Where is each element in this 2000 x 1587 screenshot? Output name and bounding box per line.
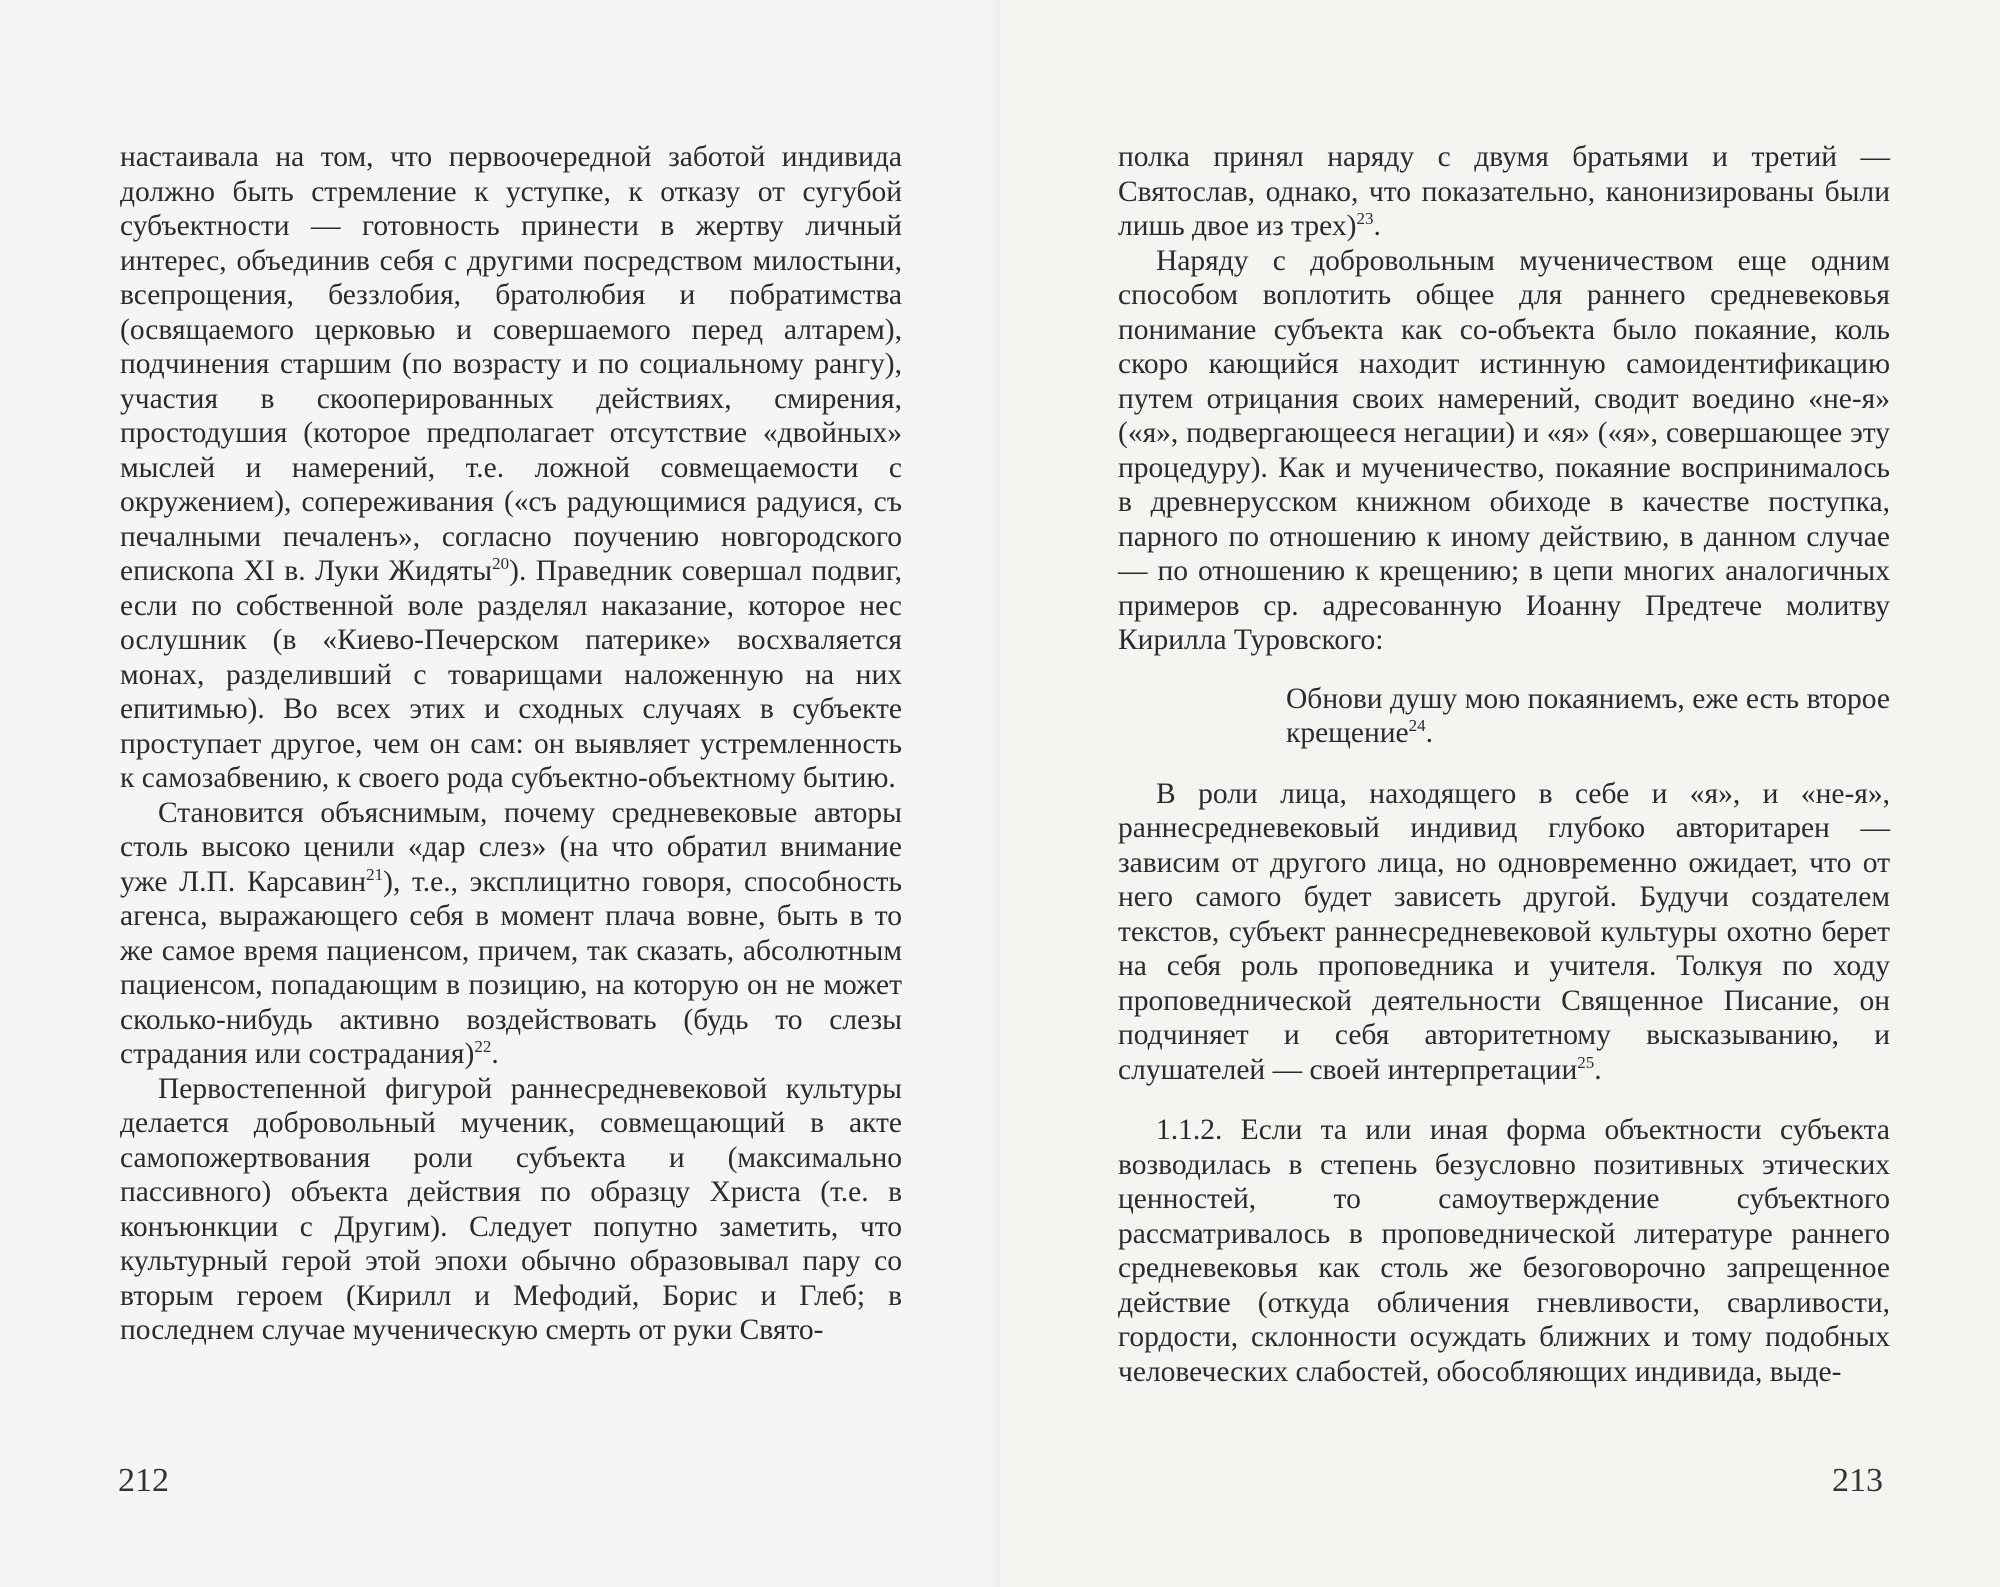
block-quote: Обнови душу мою покаяниемъ, еже есть второе крещение$^{24}$.	[1286, 682, 1890, 749]
left-page-text	[120, 140, 902, 1348]
left-paragraph-2: Становится объяснимым, почему средневековые авторы столь высоко ценили «дар слез» (на что обратил внимание уже Л.П. Карсавин$^{21}$), т.е., эксплицитно говоря, способность агенса, выражающего себя в момент плача вовне, быть в то же самое время пациенсом, причем, так сказать, абсолютным пациенсом, попадающим в позицию, на которую он не может сколько-нибудь активно воздействовать (будь то слезы страдания или сострадания)$^{22}$.	[120, 796, 902, 1070]
footnote-ref-21: 21	[366, 864, 384, 884]
page-number-right: 213	[1832, 1462, 1883, 1499]
footnote-ref-25: 25	[1577, 1052, 1595, 1072]
section-paragraph-1-1-2: 1.1.2. Если та или иная форма объектности субъекта возводилась в степень безусловно позитивных этических ценностей, то самоутверждение субъектного рассматривалось в проповеднической литературе раннего средневековья как столь же безоговорочно запрещенное действие (откуда обличения гневливости, сварливости, гордости, склонности осуждать ближних и тому подобных человеческих слабостей, обособляющих индивида, выде-	[1118, 1114, 1890, 1388]
right-paragraph-1: полка принял наряду с двумя братьями и третий — Святослав, однако, что показательно, канонизированы были лишь двое из трех)$^{23}$.	[1118, 141, 1890, 242]
left-paragraph-3: Первостепенной фигурой раннесредневековой культуры делается добровольный мученик, совмещающий в акте самопожертвования роли субъекта и (максимально пассивного) объекта действия по образцу Христа (т.е. в конъюнкции с Другим). Следует попутно заметить, что культурный герой этой эпохи обычно образовывал пару со вторым героем (Кирилл и Мефодий, Борис и Глеб; в последнем случае мученическую смерть от руки Свято-	[120, 1072, 902, 1346]
right-page-text	[1118, 140, 1890, 1389]
footnote-ref-24: 24	[1408, 716, 1426, 736]
right-page	[1000, 0, 2000, 1587]
footnote-ref-23: 23	[1356, 209, 1374, 229]
right-paragraph-2: Наряду с добровольным мученичеством еще одним способом воплотить общее для раннего средневековья понимание субъекта как со-объекта было покаяние, коль скоро кающийся находит истинную самоидентификацию путем отрицания своих намерений, сводит воедино «не-я» («я», подвергающееся негации) и «я» («я», совершающее эту процедуру). Как и мученичество, покаяние воспринималось в древнерусском книжном обиходе в качестве поступка, парного по отношению к иному действию, в данном случае — по отношению к крещению; в цепи многих аналогичных примеров ср. адресованную Иоанну Предтече молитву Кирилла Туровского:	[1118, 244, 1890, 656]
footnote-ref-22: 22	[474, 1037, 492, 1057]
footnote-ref-20: 20	[492, 554, 510, 574]
page-number-left: 212	[118, 1462, 169, 1499]
left-paragraph-1: настаивала на том, что первоочередной заботой индивида должно быть стремление к уступке, к отказу от сугубой субъектности — готовность принести в жертву личный интерес, объединив себя с другими посредством милостыни, всепрощения, беззлобия, братолюбия и побратимства (освящаемого церковью и совершаемого перед алтарем), подчинения старшим (по возрасту и по социальному рангу), участия в скооперированных действиях, смирения, простодушия (которое предполагает отсутствие «двойных» мыслей и намерений, т.е. ложной совмещаемости с окружением), сопереживания («съ радующимися радуися, съ печалными печаленъ», согласно поучению новгородского епископа XI в. Луки Жидяты$^{20}$). Праведник совершал подвиг, если по собственной воле разделял наказание, которое нес ослушник (в «Киево-Печерском патерике» восхваляется монах, разделивший с товарищами наложенную на них епитимью). Во всех этих и сходных случаях в субъекте проступает другое, чем он сам: он выявляет устремленность к самозабвению, к своего рода субъектно-объектному бытию.	[120, 141, 902, 794]
right-paragraph-3: В роли лица, находящего в себе и «я», и «не-я», раннесредневековый индивид глубоко авторитарен — зависим от другого лица, но одновременно ожидает, что от него самого будет зависеть другой. Будучи создателем текстов, субъект раннесредневековой культуры охотно берет на себя роль проповедника и учителя. Толкуя по ходу проповеднической деятельности Священное Писание, он подчиняет и себя авторитетному высказыванию, и слушателей — своей интерпретации$^{25}$.	[1118, 777, 1890, 1086]
